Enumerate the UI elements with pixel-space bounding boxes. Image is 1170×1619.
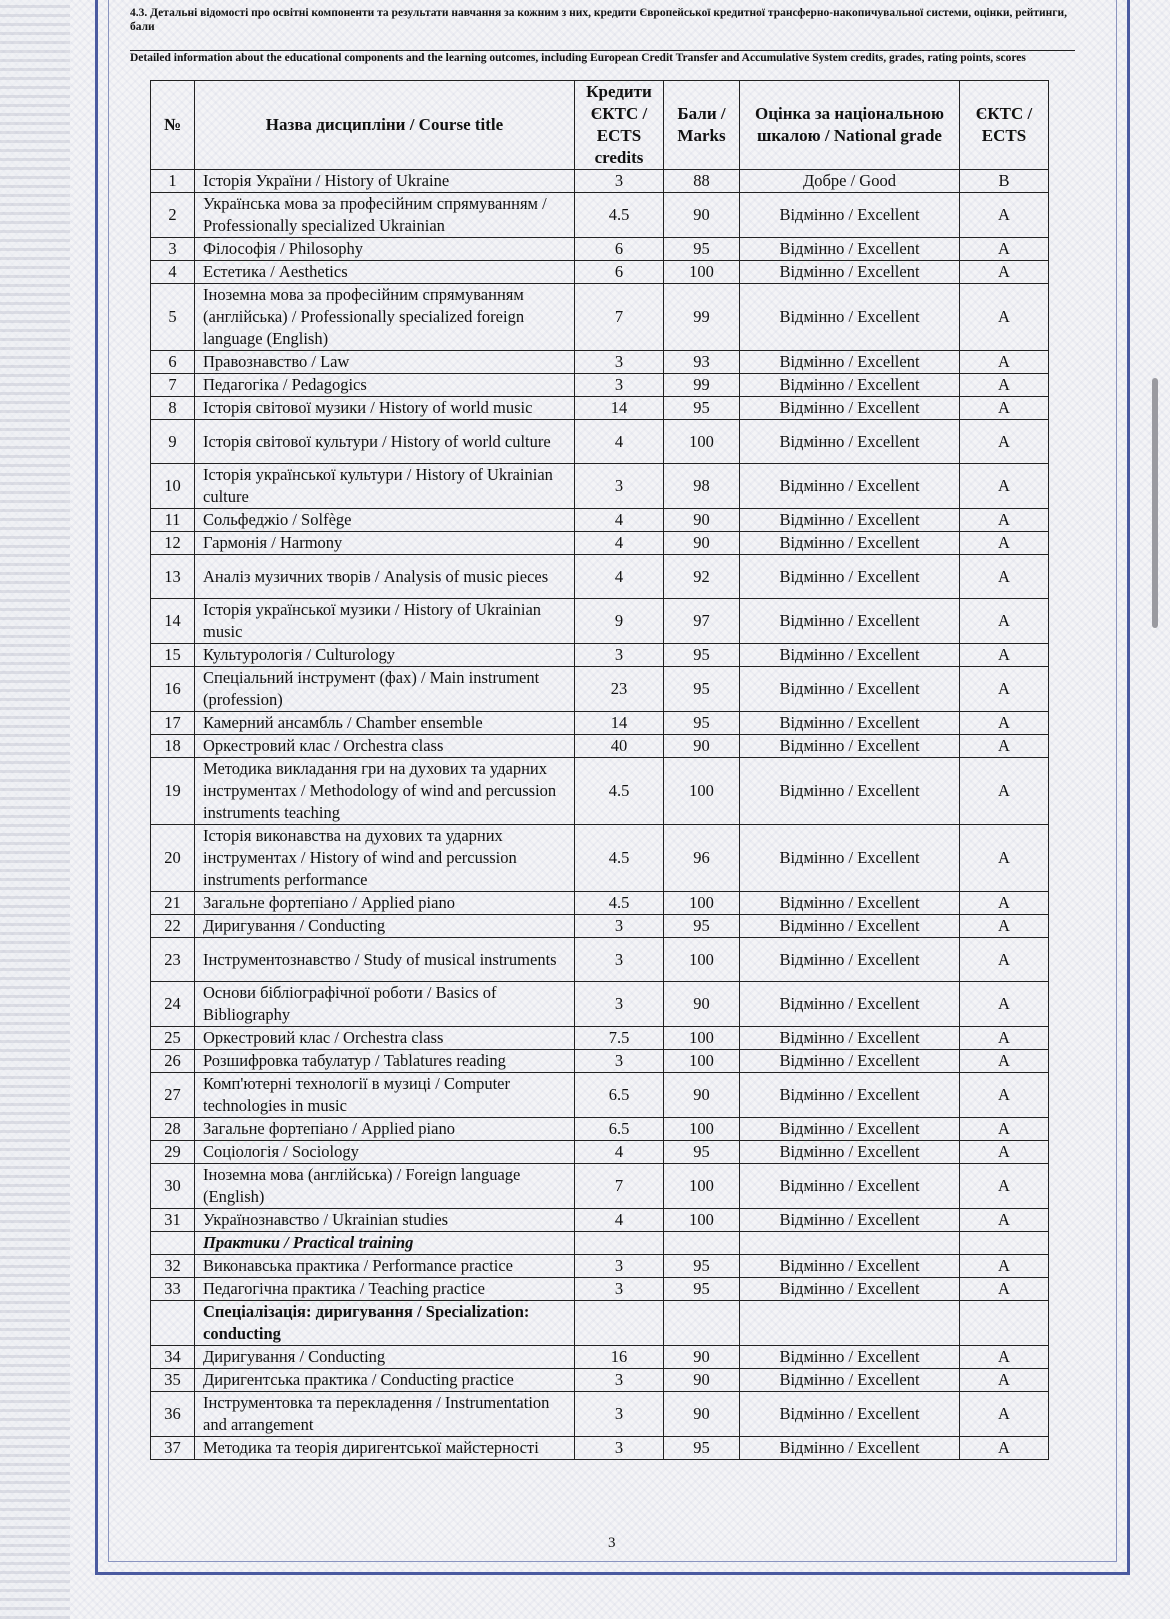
ects-grade: A <box>960 892 1049 915</box>
marks: 100 <box>664 1164 740 1209</box>
ects-grade: A <box>960 397 1049 420</box>
section-heading-en: Detailed information about the educational components and the learning outcomes, including European Credit Transfer and Accumulative System credits, grades, rating points, scores <box>130 50 1075 65</box>
course-title: Історія української культури / History of Ukrainian culture <box>195 464 575 509</box>
ects-grade: A <box>960 1437 1049 1460</box>
course-title: Диригентська практика / Conducting practice <box>195 1369 575 1392</box>
row-number: 6 <box>151 351 195 374</box>
row-number: 18 <box>151 735 195 758</box>
course-title: Методика та теорія диригентської майстерності <box>195 1437 575 1460</box>
row-number: 17 <box>151 712 195 735</box>
table-row <box>151 170 1049 193</box>
row-number: 34 <box>151 1346 195 1369</box>
empty-cell <box>960 1301 1049 1346</box>
course-title: Педагогіка / Pedagogics <box>195 374 575 397</box>
course-title: Іноземна мова за професійним спрямуванням (англійська) / Professionally specialized foreign language (English) <box>195 284 575 351</box>
national-grade: Відмінно / Excellent <box>740 464 960 509</box>
national-grade: Відмінно / Excellent <box>740 509 960 532</box>
national-grade: Відмінно / Excellent <box>740 1118 960 1141</box>
table-row <box>151 1437 1049 1460</box>
national-grade: Відмінно / Excellent <box>740 420 960 464</box>
ects-grade: A <box>960 261 1049 284</box>
ects-grade: A <box>960 351 1049 374</box>
marks: 95 <box>664 1255 740 1278</box>
empty-cell <box>960 1232 1049 1255</box>
ects-credits: 6 <box>575 261 664 284</box>
national-grade: Відмінно / Excellent <box>740 599 960 644</box>
table-row <box>151 915 1049 938</box>
ects-grade: A <box>960 193 1049 238</box>
row-number: 19 <box>151 758 195 825</box>
ects-credits: 4 <box>575 1209 664 1232</box>
scrollbar[interactable] <box>1152 378 1158 628</box>
row-number: 27 <box>151 1073 195 1118</box>
section-title: Спеціалізація: диригування / Specialization: conducting <box>195 1301 575 1346</box>
ects-credits: 4.5 <box>575 892 664 915</box>
national-grade: Відмінно / Excellent <box>740 825 960 892</box>
course-title: Гармонія / Harmony <box>195 532 575 555</box>
grades-table-wrap <box>150 80 1049 1460</box>
national-grade: Відмінно / Excellent <box>740 1437 960 1460</box>
row-number: 7 <box>151 374 195 397</box>
national-grade: Відмінно / Excellent <box>740 238 960 261</box>
row-number: 1 <box>151 170 195 193</box>
ects-grade: A <box>960 509 1049 532</box>
ects-grade: A <box>960 1050 1049 1073</box>
row-number: 23 <box>151 938 195 982</box>
row-number: 29 <box>151 1141 195 1164</box>
table-row <box>151 420 1049 464</box>
table-row <box>151 464 1049 509</box>
table-row <box>151 1050 1049 1073</box>
ects-credits: 3 <box>575 1437 664 1460</box>
marks: 96 <box>664 825 740 892</box>
row-number: 25 <box>151 1027 195 1050</box>
row-number: 21 <box>151 892 195 915</box>
ects-credits: 3 <box>575 644 664 667</box>
row-number: 5 <box>151 284 195 351</box>
table-section-row <box>151 1301 1049 1346</box>
ects-credits: 3 <box>575 1050 664 1073</box>
table-row <box>151 1141 1049 1164</box>
national-grade: Відмінно / Excellent <box>740 397 960 420</box>
table-row <box>151 532 1049 555</box>
marks: 92 <box>664 555 740 599</box>
row-number: 14 <box>151 599 195 644</box>
ects-credits: 6.5 <box>575 1073 664 1118</box>
ects-grade: B <box>960 170 1049 193</box>
national-grade: Відмінно / Excellent <box>740 1027 960 1050</box>
course-title: Філософія / Philosophy <box>195 238 575 261</box>
national-grade: Відмінно / Excellent <box>740 644 960 667</box>
marks: 90 <box>664 982 740 1027</box>
marks: 90 <box>664 1369 740 1392</box>
table-row <box>151 261 1049 284</box>
ects-credits: 6 <box>575 238 664 261</box>
marks: 100 <box>664 261 740 284</box>
section-heading-ua: 4.3. Детальні відомості про освітні компоненти та результати навчання за кожним з них, кредити Європейської кредитної трансферно-накопичувальної системи, оцінки, рейтинги, бали <box>130 7 1067 33</box>
ects-grade: A <box>960 1141 1049 1164</box>
table-row <box>151 1369 1049 1392</box>
table-row <box>151 825 1049 892</box>
table-section-row <box>151 1232 1049 1255</box>
course-title: Історія світової культури / History of world culture <box>195 420 575 464</box>
marks: 99 <box>664 374 740 397</box>
marks: 90 <box>664 193 740 238</box>
ects-credits: 4.5 <box>575 825 664 892</box>
ects-grade: A <box>960 1255 1049 1278</box>
ects-grade: A <box>960 825 1049 892</box>
ects-grade: A <box>960 644 1049 667</box>
ects-grade: A <box>960 1346 1049 1369</box>
marks: 100 <box>664 892 740 915</box>
ects-grade: A <box>960 1392 1049 1437</box>
table-row <box>151 238 1049 261</box>
row-number: 3 <box>151 238 195 261</box>
table-row <box>151 667 1049 712</box>
row-number: 33 <box>151 1278 195 1301</box>
row-number: 16 <box>151 667 195 712</box>
table-row <box>151 644 1049 667</box>
empty-cell <box>664 1232 740 1255</box>
marks: 95 <box>664 1278 740 1301</box>
col-header-national: Оцінка за національною шкалою / National grade <box>740 81 960 170</box>
national-grade: Відмінно / Excellent <box>740 667 960 712</box>
marks: 90 <box>664 509 740 532</box>
national-grade: Відмінно / Excellent <box>740 1392 960 1437</box>
ects-grade: A <box>960 1369 1049 1392</box>
table-row <box>151 555 1049 599</box>
marks: 90 <box>664 1346 740 1369</box>
table-row <box>151 193 1049 238</box>
ects-credits: 3 <box>575 351 664 374</box>
row-number: 9 <box>151 420 195 464</box>
table-row <box>151 1392 1049 1437</box>
ects-credits: 3 <box>575 1392 664 1437</box>
ects-credits: 4 <box>575 509 664 532</box>
ects-grade: A <box>960 982 1049 1027</box>
row-number: 26 <box>151 1050 195 1073</box>
national-grade: Відмінно / Excellent <box>740 735 960 758</box>
row-number: 13 <box>151 555 195 599</box>
national-grade: Відмінно / Excellent <box>740 532 960 555</box>
course-title: Виконавська практика / Performance practice <box>195 1255 575 1278</box>
course-title: Історія української музики / History of Ukrainian music <box>195 599 575 644</box>
course-title: Розшифровка табулатур / Tablatures reading <box>195 1050 575 1073</box>
ects-grade: A <box>960 1118 1049 1141</box>
marks: 90 <box>664 1073 740 1118</box>
ects-grade: A <box>960 758 1049 825</box>
row-number: 31 <box>151 1209 195 1232</box>
col-header-ects: ЄКТС / ECTS <box>960 81 1049 170</box>
course-title: Інструментовка та перекладення / Instrumentation and arrangement <box>195 1392 575 1437</box>
national-grade: Відмінно / Excellent <box>740 1346 960 1369</box>
national-grade: Відмінно / Excellent <box>740 193 960 238</box>
empty-cell <box>740 1301 960 1346</box>
marks: 99 <box>664 284 740 351</box>
course-title: Педагогічна практика / Teaching practice <box>195 1278 575 1301</box>
marks: 100 <box>664 758 740 825</box>
national-grade: Відмінно / Excellent <box>740 1073 960 1118</box>
table-row <box>151 374 1049 397</box>
empty-cell <box>740 1232 960 1255</box>
national-grade: Відмінно / Excellent <box>740 982 960 1027</box>
ects-credits: 7.5 <box>575 1027 664 1050</box>
table-row <box>151 1278 1049 1301</box>
row-number: 35 <box>151 1369 195 1392</box>
national-grade: Відмінно / Excellent <box>740 351 960 374</box>
course-title: Історія України / History of Ukraine <box>195 170 575 193</box>
ects-grade: A <box>960 735 1049 758</box>
ects-grade: A <box>960 1209 1049 1232</box>
marks: 90 <box>664 532 740 555</box>
col-header-num: № <box>151 81 195 170</box>
row-number: 8 <box>151 397 195 420</box>
course-title: Естетика / Aesthetics <box>195 261 575 284</box>
national-grade: Відмінно / Excellent <box>740 1369 960 1392</box>
ects-grade: A <box>960 712 1049 735</box>
course-title: Методика викладання гри на духових та ударних інструментах / Methodology of wind and percussion instruments teaching <box>195 758 575 825</box>
course-title: Оркестровий клас / Orchestra class <box>195 735 575 758</box>
ects-grade: A <box>960 667 1049 712</box>
ects-credits: 3 <box>575 938 664 982</box>
marks: 100 <box>664 1027 740 1050</box>
page-number: 3 <box>608 1535 616 1551</box>
marks: 100 <box>664 1050 740 1073</box>
ects-credits: 4 <box>575 1141 664 1164</box>
empty-cell <box>575 1232 664 1255</box>
table-row <box>151 1027 1049 1050</box>
table-row <box>151 351 1049 374</box>
empty-cell <box>664 1301 740 1346</box>
national-grade: Відмінно / Excellent <box>740 1141 960 1164</box>
national-grade: Відмінно / Excellent <box>740 1050 960 1073</box>
ects-credits: 4 <box>575 420 664 464</box>
national-grade: Відмінно / Excellent <box>740 374 960 397</box>
empty-cell <box>151 1301 195 1346</box>
ects-grade: A <box>960 555 1049 599</box>
course-title: Іноземна мова (англійська) / Foreign language (English) <box>195 1164 575 1209</box>
table-row <box>151 509 1049 532</box>
marks: 95 <box>664 1141 740 1164</box>
national-grade: Відмінно / Excellent <box>740 1255 960 1278</box>
course-title: Комп'ютерні технології в музиці / Computer technologies in music <box>195 1073 575 1118</box>
course-title: Оркестровий клас / Orchestra class <box>195 1027 575 1050</box>
ects-grade: A <box>960 599 1049 644</box>
col-header-title: Назва дисципліни / Course title <box>195 81 575 170</box>
marks: 95 <box>664 915 740 938</box>
ects-credits: 3 <box>575 1278 664 1301</box>
ects-grade: A <box>960 1027 1049 1050</box>
marks: 95 <box>664 397 740 420</box>
table-row <box>151 1209 1049 1232</box>
national-grade: Відмінно / Excellent <box>740 915 960 938</box>
course-title: Культурологія / Culturology <box>195 644 575 667</box>
row-number: 24 <box>151 982 195 1027</box>
marks: 95 <box>664 712 740 735</box>
course-title: Інструментознавство / Study of musical instruments <box>195 938 575 982</box>
national-grade: Відмінно / Excellent <box>740 938 960 982</box>
col-header-credits: Кредити ЄКТС / ECTS credits <box>575 81 664 170</box>
row-number: 30 <box>151 1164 195 1209</box>
national-grade: Відмінно / Excellent <box>740 892 960 915</box>
ects-credits: 7 <box>575 284 664 351</box>
ects-grade: A <box>960 1164 1049 1209</box>
row-number: 32 <box>151 1255 195 1278</box>
col-header-marks: Бали / Marks <box>664 81 740 170</box>
empty-cell <box>575 1301 664 1346</box>
row-number: 4 <box>151 261 195 284</box>
table-row <box>151 284 1049 351</box>
marks: 98 <box>664 464 740 509</box>
row-number: 36 <box>151 1392 195 1437</box>
ects-grade: A <box>960 1073 1049 1118</box>
table-row <box>151 938 1049 982</box>
ects-grade: A <box>960 374 1049 397</box>
ects-credits: 16 <box>575 1346 664 1369</box>
course-title: Диригування / Conducting <box>195 1346 575 1369</box>
table-row <box>151 1346 1049 1369</box>
ects-credits: 3 <box>575 374 664 397</box>
course-title: Сольфеджіо / Solfège <box>195 509 575 532</box>
ects-credits: 4.5 <box>575 193 664 238</box>
course-title: Спеціальний інструмент (фах) / Main instrument (profession) <box>195 667 575 712</box>
national-grade: Добре / Good <box>740 170 960 193</box>
marks: 100 <box>664 1209 740 1232</box>
marks: 93 <box>664 351 740 374</box>
ects-credits: 23 <box>575 667 664 712</box>
ects-credits: 4.5 <box>575 758 664 825</box>
ects-grade: A <box>960 420 1049 464</box>
table-header-row <box>151 81 1049 170</box>
marks: 100 <box>664 938 740 982</box>
row-number: 28 <box>151 1118 195 1141</box>
course-title: Загальне фортепіано / Applied piano <box>195 1118 575 1141</box>
national-grade: Відмінно / Excellent <box>740 758 960 825</box>
course-title: Історія світової музики / History of world music <box>195 397 575 420</box>
ects-credits: 14 <box>575 397 664 420</box>
row-number: 20 <box>151 825 195 892</box>
table-row <box>151 397 1049 420</box>
ects-grade: A <box>960 1278 1049 1301</box>
ects-credits: 3 <box>575 170 664 193</box>
course-title: Українська мова за професійним спрямуванням / Professionally specialized Ukrainian <box>195 193 575 238</box>
ects-grade: A <box>960 284 1049 351</box>
empty-cell <box>151 1232 195 1255</box>
table-row <box>151 1164 1049 1209</box>
course-title: Історія виконавства на духових та ударних інструментах / History of wind and percussion instruments performance <box>195 825 575 892</box>
table-row <box>151 982 1049 1027</box>
ects-credits: 40 <box>575 735 664 758</box>
ects-grade: A <box>960 464 1049 509</box>
marks: 97 <box>664 599 740 644</box>
course-title: Загальне фортепіано / Applied piano <box>195 892 575 915</box>
course-title: Основи бібліографічної роботи / Basics of Bibliography <box>195 982 575 1027</box>
table-row <box>151 1118 1049 1141</box>
row-number: 2 <box>151 193 195 238</box>
course-title: Аналіз музичних творів / Analysis of music pieces <box>195 555 575 599</box>
table-body <box>151 170 1049 1460</box>
marks: 100 <box>664 420 740 464</box>
row-number: 12 <box>151 532 195 555</box>
row-number: 11 <box>151 509 195 532</box>
ects-credits: 14 <box>575 712 664 735</box>
course-title: Українознавство / Ukrainian studies <box>195 1209 575 1232</box>
ects-credits: 4 <box>575 555 664 599</box>
ects-grade: A <box>960 532 1049 555</box>
national-grade: Відмінно / Excellent <box>740 712 960 735</box>
table-row <box>151 1255 1049 1278</box>
national-grade: Відмінно / Excellent <box>740 1278 960 1301</box>
table-row <box>151 1073 1049 1118</box>
ects-credits: 6.5 <box>575 1118 664 1141</box>
course-title: Соціологія / Sociology <box>195 1141 575 1164</box>
ects-credits: 4 <box>575 532 664 555</box>
guilloche-edge <box>0 0 70 1619</box>
course-title: Диригування / Conducting <box>195 915 575 938</box>
national-grade: Відмінно / Excellent <box>740 261 960 284</box>
ects-credits: 9 <box>575 599 664 644</box>
row-number: 22 <box>151 915 195 938</box>
marks: 100 <box>664 1118 740 1141</box>
table-row <box>151 599 1049 644</box>
course-title: Правознавство / Law <box>195 351 575 374</box>
grades-table <box>150 80 1049 1460</box>
row-number: 10 <box>151 464 195 509</box>
national-grade: Відмінно / Excellent <box>740 1164 960 1209</box>
marks: 90 <box>664 1392 740 1437</box>
ects-credits: 7 <box>575 1164 664 1209</box>
ects-credits: 3 <box>575 1369 664 1392</box>
ects-grade: A <box>960 938 1049 982</box>
table-row <box>151 892 1049 915</box>
section-title: Практики / Practical training <box>195 1232 575 1255</box>
marks: 95 <box>664 667 740 712</box>
table-row <box>151 758 1049 825</box>
ects-grade: A <box>960 238 1049 261</box>
ects-credits: 3 <box>575 915 664 938</box>
table-row <box>151 735 1049 758</box>
national-grade: Відмінно / Excellent <box>740 284 960 351</box>
ects-credits: 3 <box>575 1255 664 1278</box>
national-grade: Відмінно / Excellent <box>740 555 960 599</box>
marks: 95 <box>664 1437 740 1460</box>
marks: 90 <box>664 735 740 758</box>
ects-credits: 3 <box>575 982 664 1027</box>
row-number: 37 <box>151 1437 195 1460</box>
table-row <box>151 712 1049 735</box>
marks: 95 <box>664 644 740 667</box>
marks: 95 <box>664 238 740 261</box>
marks: 88 <box>664 170 740 193</box>
national-grade: Відмінно / Excellent <box>740 1209 960 1232</box>
ects-credits: 3 <box>575 464 664 509</box>
ects-grade: A <box>960 915 1049 938</box>
course-title: Камерний ансамбль / Chamber ensemble <box>195 712 575 735</box>
row-number: 15 <box>151 644 195 667</box>
